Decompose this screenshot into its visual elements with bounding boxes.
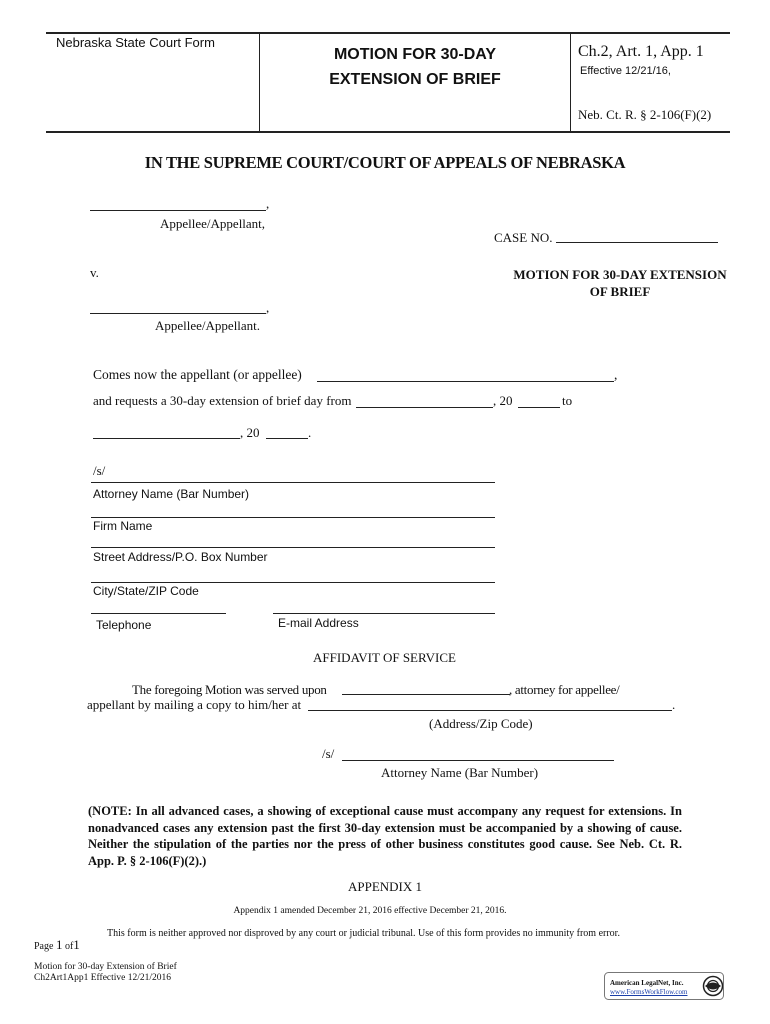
attorney-for-text: , attorney for appellee/	[509, 682, 620, 697]
to-text: to	[562, 393, 573, 408]
requests-text: and requests a 30-day extension of brief day from	[93, 393, 352, 408]
street-address-line[interactable]	[91, 547, 495, 548]
to-period: .	[308, 425, 312, 440]
signature-mark: /s/	[93, 463, 106, 478]
publisher-url[interactable]: www.FormsWorkFlow.com	[610, 988, 688, 996]
year-prefix-2: , 20	[240, 425, 260, 440]
case-no-label: CASE NO.	[494, 230, 553, 245]
email-line[interactable]	[273, 613, 495, 614]
party1-suffix: ,	[266, 196, 270, 211]
from-year-blank[interactable]	[518, 407, 560, 408]
doc-title-line1: MOTION FOR 30-DAY EXTENSION	[513, 267, 727, 282]
affidavit-heading: AFFIDAVIT OF SERVICE	[313, 650, 456, 665]
appendix-amended: Appendix 1 amended December 21, 2016 effective December 21, 2016.	[233, 906, 507, 916]
header-effective: Effective 12/21/16,	[580, 65, 671, 77]
mailing-address-blank[interactable]	[308, 710, 672, 711]
city-state-zip-line[interactable]	[91, 582, 495, 583]
header-title-line2: EXTENSION OF BRIEF	[329, 71, 501, 88]
attorney-signature-line[interactable]	[91, 482, 495, 483]
year-prefix: , 20	[493, 393, 513, 408]
party-name-blank[interactable]	[317, 381, 614, 382]
publisher-logo-frame	[604, 972, 724, 1000]
header-top-rule	[46, 32, 730, 34]
email-label: E-mail Address	[278, 616, 359, 630]
party2-label: Appellee/Appellant.	[155, 318, 261, 333]
telephone-line[interactable]	[91, 613, 226, 614]
header-rule: Neb. Ct. R. § 2-106(F)(2)	[578, 107, 712, 122]
publisher-logo	[604, 972, 724, 1000]
party1-blank[interactable]	[90, 210, 266, 211]
page-number: 1	[55, 937, 63, 952]
header-divider-right	[570, 33, 571, 131]
appendix-label: APPENDIX 1	[347, 879, 423, 894]
case-no-blank[interactable]	[556, 242, 718, 243]
served-party-blank[interactable]	[342, 694, 510, 695]
to-year-blank[interactable]	[266, 438, 308, 439]
of-word: of	[64, 941, 74, 952]
note-paragraph: (NOTE: In all advanced cases, a showing of exceptional cause must accompany any request for extensions. In nonadvanced cases any extension past the first 30-day extension must be accompanied by a showing of cause. Neither the stipulation of the parties nor the press of other business constitutes good cause. See Neb. Ct. R. App. P. § 2-106(F)(2).)	[88, 804, 682, 868]
affidavit-signature-line[interactable]	[342, 760, 614, 761]
doc-title-line2: OF BRIEF	[589, 284, 651, 299]
city-state-zip-label: City/State/ZIP Code	[93, 584, 199, 598]
party2-suffix: ,	[266, 300, 270, 315]
header-bottom-rule	[46, 131, 730, 133]
page-total: 1	[73, 937, 80, 952]
to-date-blank[interactable]	[93, 438, 240, 439]
telephone-label: Telephone	[96, 618, 152, 632]
affidavit-signature-mark: /s/	[322, 746, 335, 761]
header-chapter: Ch.2, Art. 1, App. 1	[578, 43, 704, 60]
comes-now-comma: ,	[614, 367, 618, 382]
form-id-line1: Motion for 30-day Extension of Brief	[34, 962, 177, 972]
from-date-blank[interactable]	[356, 407, 493, 408]
attorney-name-label: Attorney Name (Bar Number)	[93, 487, 250, 501]
disclaimer: This form is neither approved nor disproved by any court or judicial tribunal. Use of this form provides no immunity from error.	[107, 928, 620, 939]
publisher-name: American LegalNet, Inc.	[610, 979, 684, 987]
page-word: Page	[34, 941, 54, 952]
served-text: The foregoing Motion was served upon	[132, 682, 327, 697]
comes-now-text: Comes now the appellant (or appellee)	[93, 367, 302, 382]
firm-name-label: Firm Name	[93, 519, 153, 533]
form-id-line2: Ch2Art1App1 Effective 12/21/2016	[34, 973, 172, 983]
header-title-line1: MOTION FOR 30-DAY	[333, 46, 497, 63]
firm-name-line[interactable]	[91, 517, 495, 518]
address-zip-label: (Address/Zip Code)	[429, 716, 533, 731]
court-title: IN THE SUPREME COURT/COURT OF APPEALS OF NEBRASKA	[144, 153, 626, 172]
form-label: Nebraska State Court Form	[56, 35, 215, 50]
affidavit-attorney-label: Attorney Name (Bar Number)	[381, 765, 539, 780]
street-address-label: Street Address/P.O. Box Number	[93, 550, 268, 564]
versus: v.	[90, 265, 99, 280]
page-indicator	[34, 937, 80, 953]
mailing-period: .	[672, 697, 676, 712]
mailing-text: appellant by mailing a copy to him/her at	[87, 697, 302, 712]
party1-label: Appellee/Appellant,	[160, 216, 266, 231]
party2-blank[interactable]	[90, 313, 266, 314]
